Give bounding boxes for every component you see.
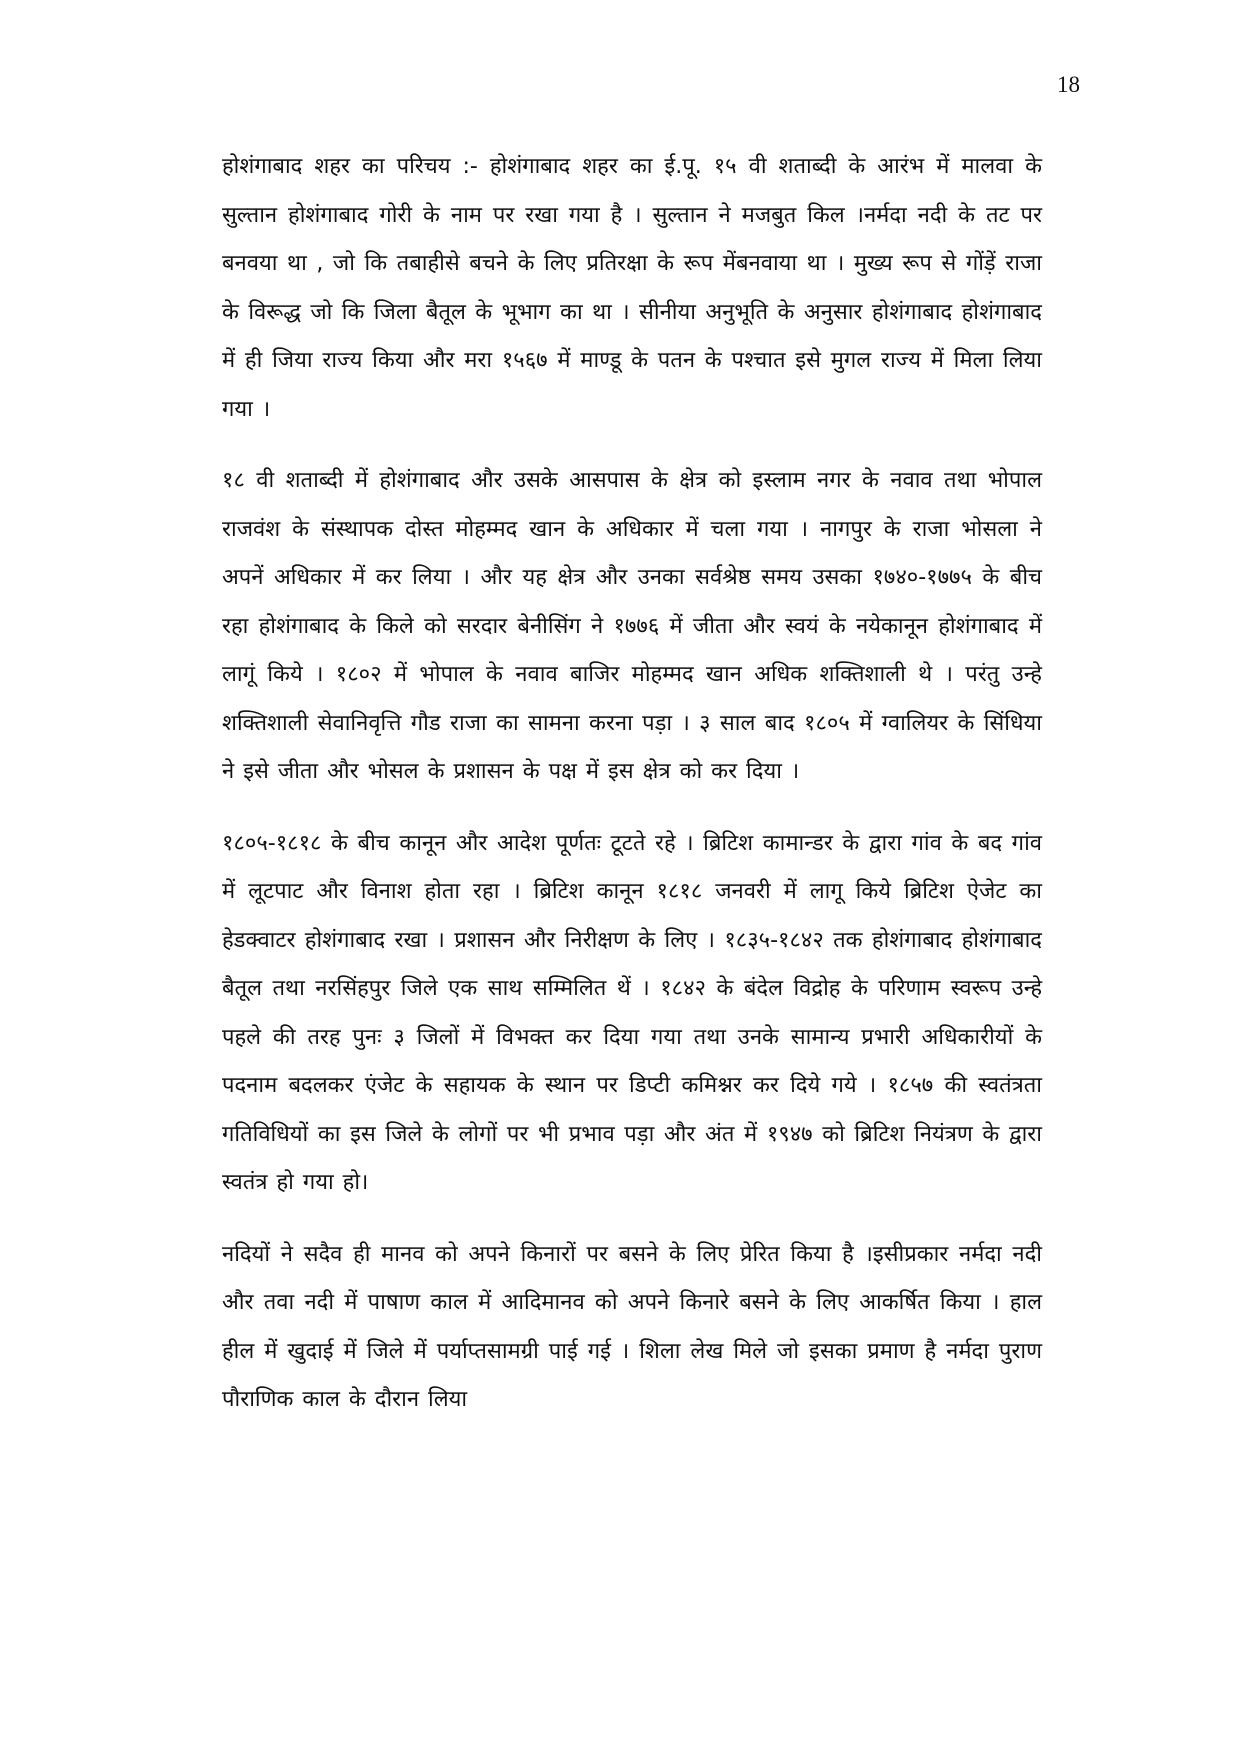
paragraph-british-period: १८०५-१८१८ के बीच कानून और आदेश पूर्णतः टूटते रहे । ब्रिटिश कामान्डर के द्वारा गांव के बद गांव में लूटपाट और विनाश होता रहा । ब्रिटिश कानून १८१८ जनवरी में लागू किये ब्रिटिश ऐजेट का हेडक्वाटर होशंगाबाद रखा । प्रशासन और निरीक्षण के लिए । १८३५-१८४२ तक होशंगाबाद होशंगाबाद बैतूल तथा नरसिंहपुर जिले एक साथ सम्मिलित थें । १८४२ के बंदेल विद्रोह के परिणाम स्वरूप उन्हे पहले की तरह पुनः ३ जिलों में विभक्त कर दिया गया तथा उनके सामान्य प्रभारी अधिकारीयों के पदनाम बदलकर एंजेट के सहायक के स्थान पर डिप्टी कमिश्नर कर दिये गये । १८५७ की स्वतंत्रता गतिविधियों का इस जिले के लोगों पर भी प्रभाव पड़ा और अंत में १९४७ को ब्रिटिश नियंत्रण के द्वारा स्वतंत्र हो गया हो। bbox=[222, 830, 1042, 1195]
page-number: 18 bbox=[1057, 72, 1080, 97]
paragraph-hoshangabad-introduction: होशंगाबाद शहर का परिचय :- होशंगाबाद शहर का ई.पू. १५ वी शताब्दी के आरंभ में मालवा के सुल्तान होशंगाबाद गोरी के नाम पर रखा गया है । सुल्तान ने मजबुत किल ।नर्मदा नदी के तट पर बनवया था , जो कि तबाहीसे बचने के लिए प्रतिरक्षा के रूप मेंबनवाया था । मुख्य रूप से गोंड़ें राजा के विरूद्ध जो कि जिला बैतूल के भूभाग का था । सीनीया अनुभूति के अनुसार होशंगाबाद होशंगाबाद में ही जिया राज्य किया और मरा १५६७ में माण्डू के पतन के पश्चात इसे मुगल राज्य में मिला लिया गया । bbox=[222, 154, 1042, 422]
paragraph-rivers-and-settlement: नदियों ने सदैव ही मानव को अपने किनारों पर बसने के लिए प्रेरित किया है ।इसीप्रकार नर्मदा नदी और तवा नदी में पाषाण काल में आदिमानव को अपने किनारे बसने के लिए आकर्षित किया । हाल हील में खुदाई में जिले में पर्याप्तसामग्री पाई गई । शिला लेख मिले जो इसका प्रमाण है नर्मदा पुराण पौराणिक काल के दौरान लिया bbox=[222, 1241, 1042, 1412]
paragraph-18th-century-history: १८ वी शताब्दी में होशंगाबाद और उसके आसपास के क्षेत्र को इस्लाम नगर के नवाव तथा भोपाल राजवंश के संस्थापक दोस्त मोहम्मद खान के अधिकार में चला गया । नागपुर के राजा भोसला ने अपनें अधिकार में कर लिया । और यह क्षेत्र और उनका सर्वश्रेष्ठ समय उसका १७४०-१७७५ के बीच रहा होशंगाबाद के किले को सरदार बेनीसिंग ने १७७६ में जीता और स्वयं के नयेकानून होशंगाबाद में लागूं किये । १८०२ में भोपाल के नवाव बाजिर मोहम्मद खान अधिक शक्तिशाली थे । परंतु उन्हे शक्तिशाली सेवानिवृत्ति गौड राजा का सामना करना पड़ा । ३ साल बाद १८०५ में ग्वालियर के सिंधिया ने इसे जीता और भोसल के प्रशासन के पक्ष में इस क्षेत्र को कर दिया । bbox=[222, 468, 1042, 784]
document-body bbox=[222, 143, 1042, 1448]
